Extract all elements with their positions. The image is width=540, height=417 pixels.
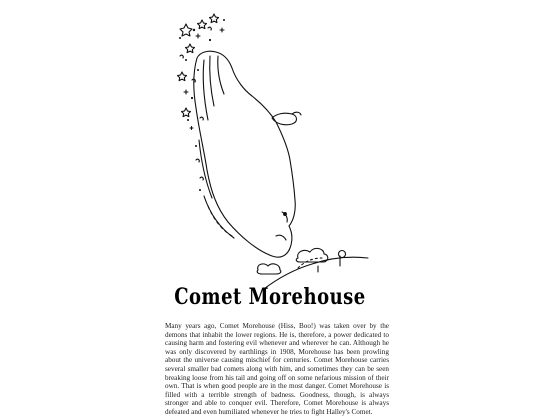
page-title: Comet Morehouse (174, 284, 366, 311)
body-paragraph: Many years ago, Comet Morehouse (Hiss, Boo!) was taken over by the demons that inhabit the lower regions. He is, therefore, a power dedicated to causing harm and fostering evil whenever and wherever he can. Although he was only discovered by earthlings in 1908, Morehouse has been prowling about the universe causing mischief for centuries. Comet Morehouse carries several smaller bad comets along with him, and sometimes they can be seen breaking loose from his tail and going off on some nefarious mission of their own. That is when good people are in the most danger. Comet Morehouse is filled with a terrible strength of badness. Goodness, though, is always stronger and able to conquer evil. Therefore, Comet Morehouse is always defeated and even humiliated whenever he tries to fight Halley's Comet. (165, 322, 389, 416)
cloud (257, 264, 281, 274)
small-comet (272, 113, 297, 125)
comet-body (194, 51, 295, 257)
